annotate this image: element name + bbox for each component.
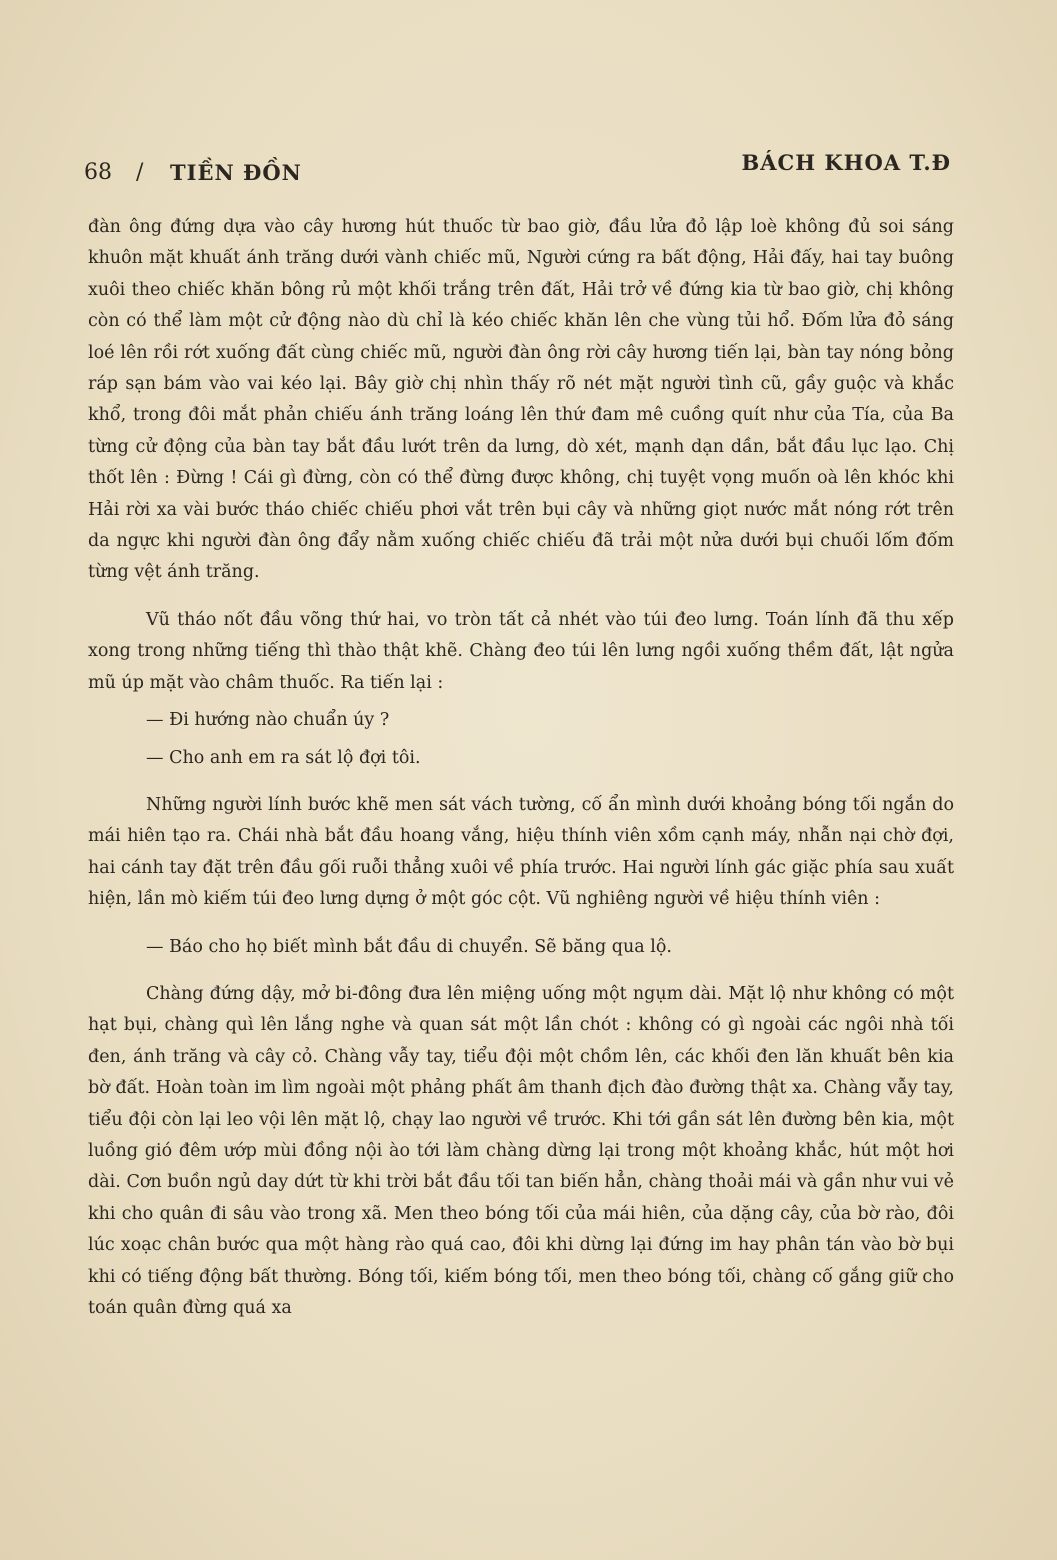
paragraph-continued: đàn ông đứng dựa vào cây hương hút thuốc từ bao giờ, đầu lửa đỏ lập loè không đủ soi sáng khuôn mặt khuất ánh trăng dưới vành chiếc mũ, Người cứng ra bất động, Hải đấy, hai tay buông xuôi theo chiếc khăn bông rủ một khối trắng trên đất, Hải trở về đứng kia từ bao giờ, chị không còn có thể làm một cử động nào dù chỉ là kéo chiếc khăn lên che vùng tủi hổ. Đốm lửa đỏ sáng loé lên rồi rớt xuống đất cùng chiếc mũ, người đàn ông rời cây hương tiến lại, bàn tay nóng bỏng ráp sạn bám vào vai kéo lại. Bây giờ chị nhìn thấy rõ nét mặt người tình cũ, gầy guộc và khắc khổ, trong đôi mắt phản chiếu ánh trăng loáng lên thứ đam mê cuồng quít như của Tía, của Ba từng cử động của bàn tay bắt đầu lướt trên da lưng, dò xét, mạnh dạn dần, bắt đầu lục lạo. Chị thốt lên : Đừng ! Cái gì đừng, còn có thể đừng được không, chị tuyệt vọng muốn oà lên khóc khi Hải rời xa vài bước tháo chiếc chiếu phơi vắt trên bụi cây và những giọt nước mắt nóng rớt trên da ngực khi người đàn ông đẩy nằm xuống chiếc chiếu đã trải một nửa dưới bụi chuối lốm đốm từng vệt ánh trăng. (88, 217, 954, 583)
section-title: TIỀN ĐỒN (170, 160, 302, 185)
running-head (84, 150, 951, 190)
dialogue-line: — Đi hướng nào chuẩn úy ? (146, 710, 390, 731)
page-number: 68 (84, 160, 112, 185)
paragraph: Những người lính bước khẽ men sát vách tường, cố ẩn mình dưới khoảng bóng tối ngắn do mái hiên tạo ra. Chái nhà bắt đầu hoang vắng, hiệu thính viên xồm cạnh máy, nhẫn nại chờ đợi, hai cánh tay đặt trên đầu gối ruỗi thẳng xuôi về phía trước. Hai người lính gác giặc phía sau xuất hiện, lần mò kiếm túi đeo lưng dựng ở một góc cột. Vũ nghiêng người về hiệu thính viên : (88, 794, 954, 910)
header-separator: / (136, 160, 144, 185)
dialogue-line: — Báo cho họ biết mình bắt đầu di chuyển. Sẽ băng qua lộ. (146, 936, 672, 957)
dialogue-line: — Cho anh em ra sát lộ đợi tôi. (146, 747, 421, 768)
paragraph: Chàng đứng dậy, mở bi-đông đưa lên miệng uống một ngụm dài. Mặt lộ như không có một hạt bụi, chàng quì lên lắng nghe và quan sát một lần chót : không có gì ngoài các ngôi nhà tối đen, ánh trăng và cây cỏ. Chàng vẫy tay, tiểu đội một chồm lên, các khối đen lăn khuất bên kia bờ đất. Hoàn toàn im lìm ngoài một phảng phất âm thanh địch đào đường thật xa. Chàng vẫy tay, tiểu đội còn lại leo vội lên mặt lộ, chạy lao người về trước. Khi tới gần sát lên đường bên kia, một luồng gió đêm ướp mùi đồng nội ào tới làm chàng dừng lại trong một khoảng khắc, hút một hơi dài. Cơn buồn ngủ day dứt từ khi trời bắt đầu tối tan biến hẳn, chàng thoải mái và gần như vui vẻ khi cho quân đi sâu vào trong xã. Men theo bóng tối của mái hiên, của dặng cây, của bờ rào, đôi lúc xoạc chân bước qua một hàng rào quá cao, đôi khi dừng lại đứng im hay phân tán vào bờ bụi khi có tiếng động bất thường. Bóng tối, kiếm bóng tối, men theo bóng tối, chàng cố gắng giữ cho toán quân đừng quá xa (88, 983, 954, 1318)
journal-title: BÁCH KHOA T.Đ (741, 150, 951, 175)
page-body (88, 212, 954, 1324)
paragraph: Vũ tháo nốt đầu võng thứ hai, vo tròn tất cả nhét vào túi đeo lưng. Toán lính đã thu xếp xong trong những tiếng thì thào thật khẽ. Chàng đeo túi lên lưng ngồi xuống thềm đất, lật ngửa mũ úp mặt vào châm thuốc. Ra tiến lại : (88, 609, 954, 693)
